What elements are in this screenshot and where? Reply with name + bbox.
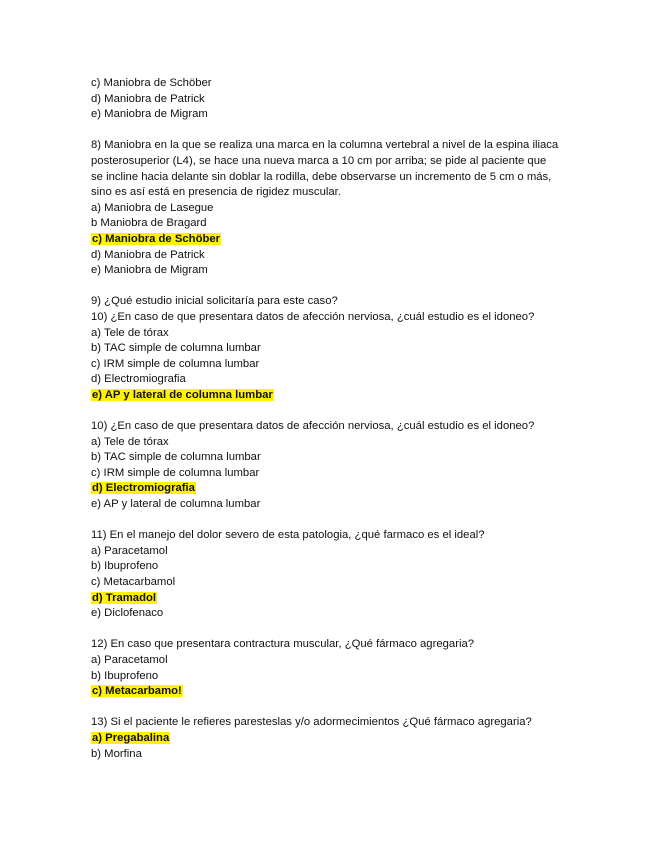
answer-option [91, 248, 571, 264]
highlighted-answer-text: a) Pregabalina [92, 731, 170, 744]
question-block [91, 76, 571, 123]
paragraph-gap [91, 622, 571, 638]
answer-option-correct [91, 388, 571, 404]
answer-option-correct [91, 684, 571, 700]
answer-text: b) Ibuprofeno [91, 560, 159, 573]
answer-option-correct [91, 232, 571, 248]
question-block [91, 419, 571, 513]
answer-option [91, 497, 571, 513]
question-text: 10) ¿En caso de que presentara datos de afección nerviosa, ¿cuál estudio es el idoneo? [91, 420, 535, 433]
answer-option [91, 466, 571, 482]
answer-option [91, 326, 571, 342]
quiz-content [91, 76, 571, 762]
answer-text: a) Tele de tórax [91, 435, 169, 448]
answer-text: c) Metacarbamol [91, 576, 176, 588]
answer-option [91, 653, 571, 669]
answer-option [91, 341, 571, 357]
answer-text: e) Maniobra de Migram [91, 108, 208, 121]
question-block [91, 138, 571, 278]
answer-text: b) Morfina [91, 747, 142, 760]
answer-text: c) IRM simple de columna lumbar [91, 466, 260, 479]
highlighted-answer-text: c) Metacarbamo! [92, 685, 182, 698]
answer-option [91, 263, 571, 279]
question-text: 8) Maniobra en la que se realiza una marca en la columna vertebral a nivel de la espina iliaca posterosuperior (L4), se hace una nueva marca a 10 cm por arriba; se pide al paciente que se incline hacia delante sin doblar la rodilla, debe observarse un incremento de 5 cm o más, sino es así está en presencia de rigidez muscular. [91, 139, 559, 199]
answer-option [91, 544, 571, 560]
answer-text: b) TAC simple de columna lumbar [91, 342, 261, 355]
highlighted-answer-text: c) Maniobra de Schöber [92, 232, 221, 245]
paragraph-gap [91, 700, 571, 716]
answer-text: c) Maniobra de Schöber [91, 77, 212, 89]
paragraph-gap [91, 403, 571, 419]
answer-text: e) AP y lateral de columna lumbar [91, 498, 261, 511]
answer-option [91, 107, 571, 123]
answer-option [91, 747, 571, 763]
answer-option-correct [91, 731, 571, 747]
highlighted-answer-text: d) Tramadol [92, 591, 157, 604]
answer-option [91, 76, 571, 92]
answer-option [91, 575, 571, 591]
answer-text: a) Tele de tórax [91, 326, 169, 339]
highlighted-answer-text: d) Electromiografia [92, 482, 195, 495]
question-text: 12) En caso que presentara contractura muscular, ¿Qué fármaco agregaria? [91, 638, 475, 651]
question-block [91, 294, 571, 310]
answer-text: d) Electromiografia [91, 373, 186, 386]
paragraph-gap [91, 123, 571, 139]
question-block [91, 528, 571, 622]
answer-text: a) Paracetamol [91, 653, 168, 666]
answer-text: e) Diclofenaco [91, 607, 164, 620]
answer-text: b Maniobra de Bragard [91, 217, 207, 230]
answer-option [91, 669, 571, 685]
answer-option [91, 357, 571, 373]
answer-option-correct [91, 591, 571, 607]
paragraph-gap [91, 279, 571, 295]
answer-text: c) IRM simple de columna lumbar [91, 357, 260, 370]
highlighted-answer-text: e) AP y lateral de columna lumbar [92, 388, 273, 401]
question-text: 9) ¿Qué estudio inicial solicitaría para este caso? [91, 295, 338, 308]
answer-text: e) Maniobra de Migram [91, 264, 208, 277]
answer-option [91, 372, 571, 388]
answer-text: b) TAC simple de columna lumbar [91, 451, 261, 464]
question-block [91, 310, 571, 404]
answer-text: a) Maniobra de Lasegue [91, 201, 214, 214]
question-block [91, 715, 571, 762]
answer-option [91, 559, 571, 575]
answer-option [91, 216, 571, 232]
answer-option [91, 92, 571, 108]
answer-option [91, 450, 571, 466]
answer-text: d) Maniobra de Patrick [91, 92, 205, 105]
answer-option-correct [91, 481, 571, 497]
answer-option [91, 201, 571, 217]
answer-text: d) Maniobra de Patrick [91, 248, 205, 261]
question-text: 10) ¿En caso de que presentara datos de afección nerviosa, ¿cuál estudio es el idoneo? [91, 310, 535, 323]
question-text: 11) En el manejo del dolor severo de esta patologia, ¿qué farmaco es el ideal? [91, 529, 485, 542]
paragraph-gap [91, 513, 571, 529]
question-text: 13) Si el paciente le refieres paresteslas y/o adormecimientos ¿Qué fármaco agregaria? [91, 716, 532, 729]
answer-option [91, 435, 571, 451]
question-block [91, 637, 571, 699]
answer-text: a) Paracetamol [91, 544, 168, 557]
answer-option [91, 606, 571, 622]
answer-text: b) Ibuprofeno [91, 669, 159, 682]
